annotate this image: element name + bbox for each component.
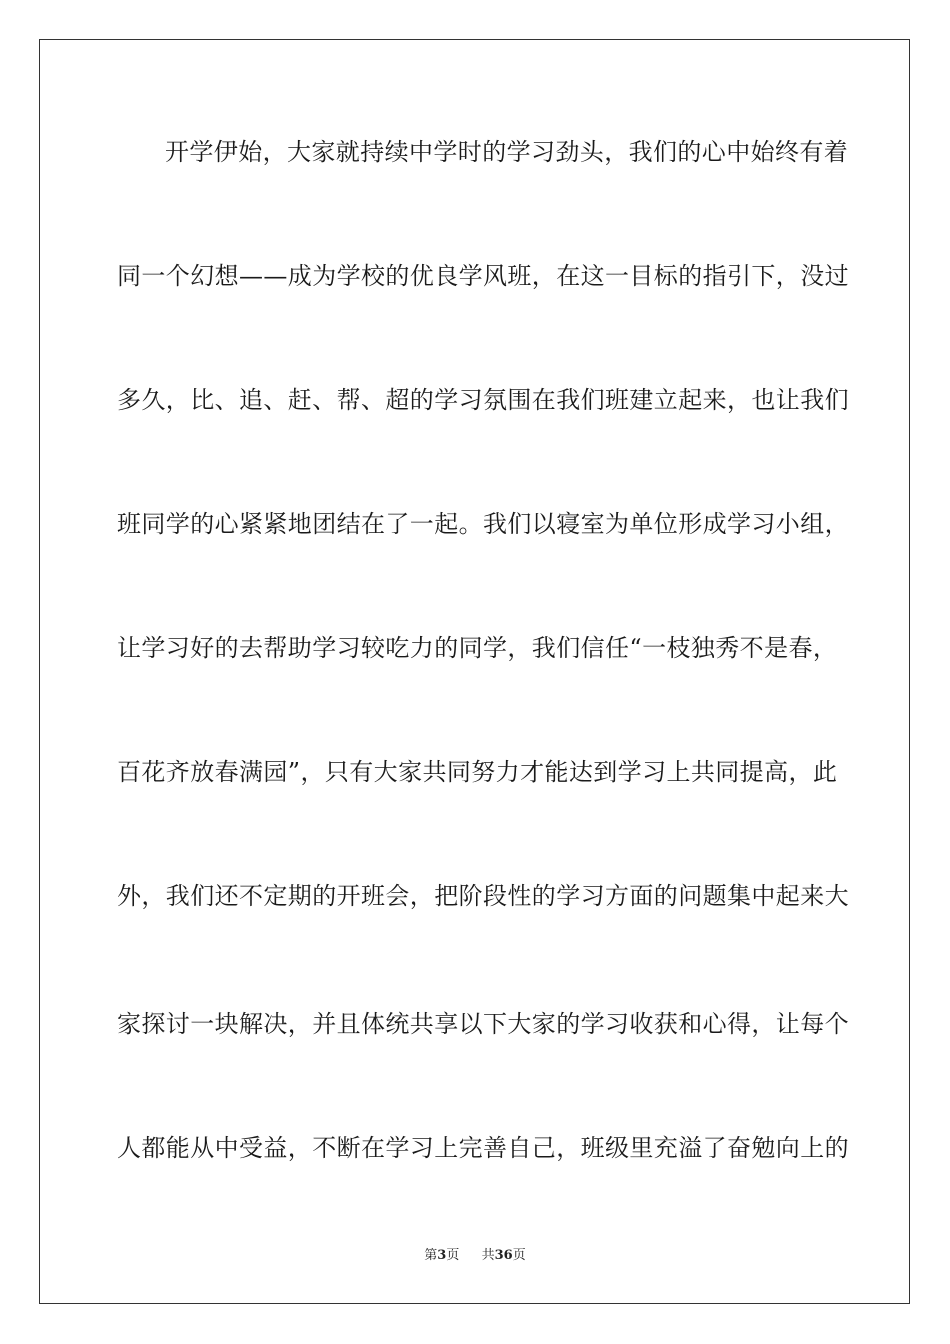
paragraph-line-6: 百花齐放春满园”，只有大家共同努力才能达到学习上共同提高，此 [117,758,838,786]
paragraph-line-1: 开学伊始，大家就持续中学时的学习劲头，我们的心中始终有着 [165,138,849,166]
paragraph-line-7: 外，我们还不定期的开班会，把阶段性的学习方面的问题集中起来大 [117,882,849,910]
paragraph-line-2: 同一个幻想——成为学校的优良学风班，在这一目标的指引下，没过 [117,262,849,290]
page-border [39,39,910,1304]
total-number: 36 [494,1248,513,1263]
total-pages-label [482,1248,526,1264]
page-number: 3 [437,1248,447,1263]
paragraph-line-4: 班同学的心紧紧地团结在了一起。我们以寝室为单位形成学习小组， [117,510,849,538]
total-suffix: 页 [512,1248,526,1263]
total-prefix: 共 [481,1248,495,1263]
page-number-label [424,1248,459,1264]
paragraph-line-5: 让学习好的去帮助学习较吃力的同学，我们信任“一枝独秀不是春， [117,634,838,662]
page-suffix: 页 [446,1248,460,1263]
paragraph-line-3: 多久，比、追、赶、帮、超的学习氛围在我们班建立起来，也让我们 [117,386,849,414]
page-footer [0,1248,950,1264]
paragraph-line-9: 人都能从中受益，不断在学习上完善自己，班级里充溢了奋勉向上的 [117,1134,849,1162]
page-prefix: 第 [424,1248,438,1263]
paragraph-line-8: 家探讨一块解决，并且体统共享以下大家的学习收获和心得，让每个 [117,1010,849,1038]
